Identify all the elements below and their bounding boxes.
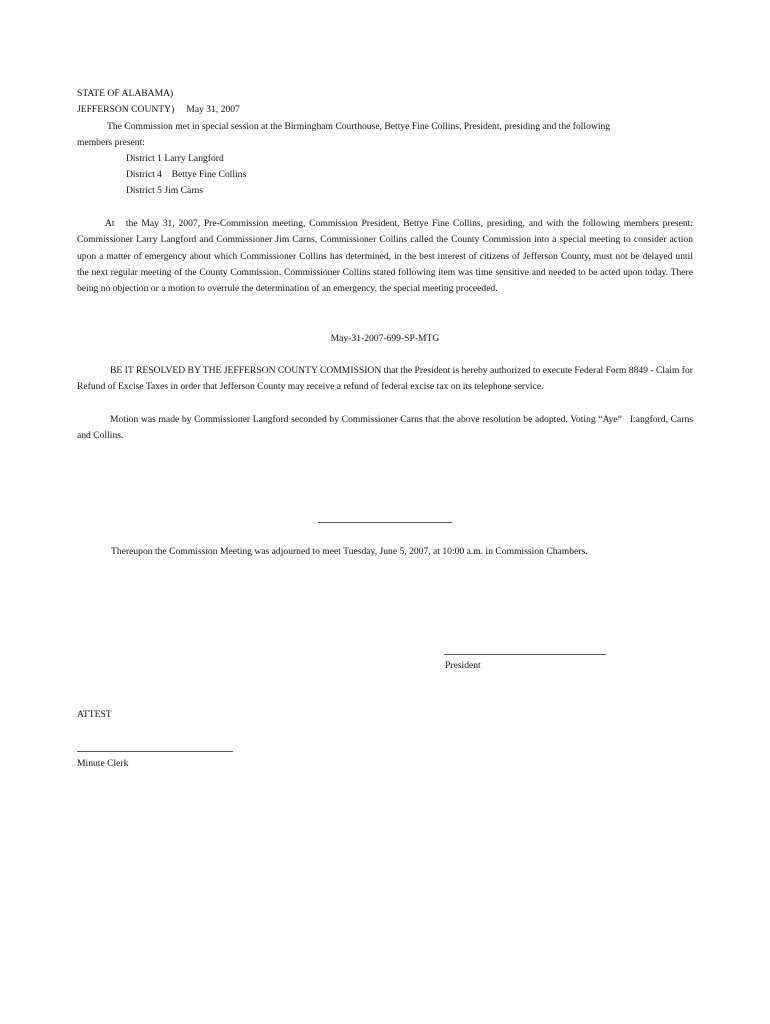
motion-paragraph: Motion was made by Commissioner Langford seconded by Commissioner Carns that the above resolution be adopted. Voting “Aye” Langford, Carns and Collins. — [77, 414, 696, 442]
state-line: STATE OF ALABAMA) — [77, 88, 174, 99]
center-divider — [318, 522, 452, 523]
president-label: President — [445, 660, 481, 671]
clerk-signature-line — [77, 751, 233, 752]
county-label: JEFFERSON COUNTY) — [77, 104, 175, 115]
resolution-paragraph: BE IT RESOLVED BY THE JEFFERSON COUNTY COMMISSION that the President is hereby authorized to execute Federal Form 8849 - Claim for Refund of Excise Taxes in order that Jefferson County may receive a refund of federal excise tax on its telephone service. — [77, 365, 693, 393]
minute-clerk-label: Minute Clerk — [77, 758, 129, 769]
resolution-number: May-31-2007-699-SP-MTG — [330, 333, 440, 344]
president-signature-line — [444, 654, 606, 655]
opening-line-2: members present: — [77, 137, 145, 148]
member-district-1: District 1 Larry Langford — [126, 153, 224, 164]
member-district-4: District 4 Bettye Fine Collins — [126, 169, 247, 180]
member-district-5: District 5 Jim Carns — [126, 185, 204, 196]
attest-label: ATTEST — [77, 709, 112, 720]
opening-line-1: The Commission met in special session at the Birmingham Courthouse, Bettye Fine Collins, President, presiding and the following — [107, 121, 611, 132]
adjournment-line: Thereupon the Commission Meeting was adjourned to meet Tuesday, June 5, 2007, at 10:00 a.m. in Commission Chambers. — [111, 546, 588, 557]
emergency-paragraph: At the May 31, 2007, Pre-Commission meeting, Commission President, Bettye Fine Collins, presiding, and with the following members present: Commissioner Larry Langford and Commissioner Jim Carns, Commissioner Collins called the County Commission into a special meeting to consider action upon a matter of emergency about which Commissioner Collins has determined, in the best interest of citizens of Jefferson County, must not be delayed until the next regular meeting of the County Commission. Commissioner Collins stated following item was time sensitive and needed to be acted upon today. There being no objection or a motion to overrule the determination of an emergency, the special meeting proceeded. — [77, 218, 696, 295]
county-date-line — [77, 102, 693, 118]
meeting-date: May 31, 2007 — [186, 104, 240, 115]
